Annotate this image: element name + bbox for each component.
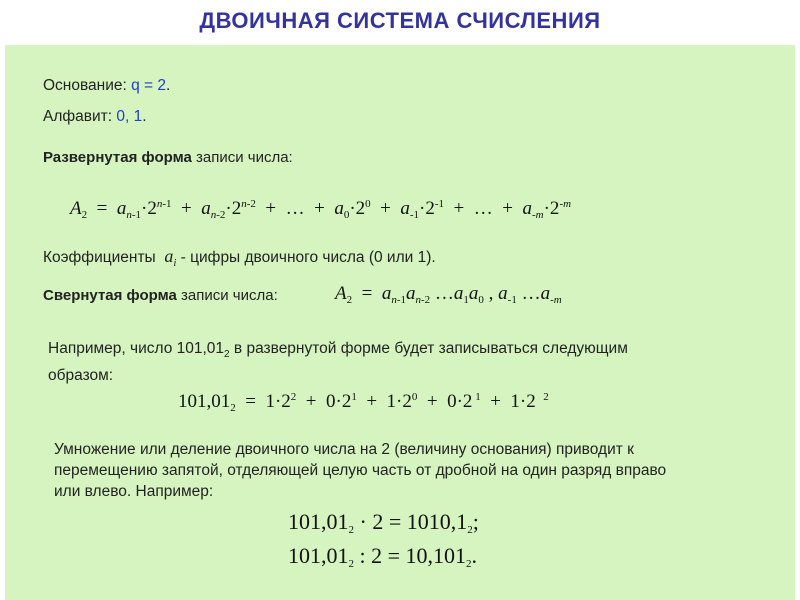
multiply-text: Умножение или деление двоичного числа на 2 (величину основания) приводит к перемещению запятой, отделяющей целую часть от дробной на один разряд вправо или влево. Например: <box>54 441 667 500</box>
example-formula: $101,01_2 = 1\cdot 2^2 + 0\cdot 2^1 + 1\cdot 2^0 + 0\cdot 2$ $^1$ + 1·2 $^2$ <box>178 391 549 414</box>
page-title: ДВОИЧНАЯ СИСТЕМА СЧИСЛЕНИЯ <box>199 8 601 33</box>
divide-formula: $101,01_2$ : $2 = 10,101_2$. <box>288 543 478 570</box>
collapsed-formula: $A_2 = a_{n-1}a_{n-2}$ $\dots a_1a_0$ , $a_{-1}$ $\dots a_{-m}$ <box>335 283 562 306</box>
base-line: Основание: q = 2. <box>43 77 171 94</box>
multiply-formula: $101,01_2 \cdot 2 = 1010,1_2$; <box>288 509 479 536</box>
collapsed-form-label: Свернутая форма записи числа: <box>43 287 278 304</box>
expanded-formula: $A_2 = a_{n-1}\cdot 2^{n-1} + a_{n-2}\cdot 2^{n-2}$ + … + $a_0\cdot 2^0 + a_{-1}\cdot 2^{-1}$ + … + $a_{-m}\cdot 2^{-m}$ <box>70 198 572 221</box>
expanded-form-label: Развернутая форма записи числа: <box>43 149 293 166</box>
coefficients-line: Коэффициенты $a_i$ - цифры двоичного числа (0 или 1). <box>43 246 436 269</box>
example-text: Например, число $101,01_2$ в развернутой форме будет записываться следующим образом: <box>48 340 628 384</box>
alphabet-value: 0, 1 <box>116 108 143 125</box>
base-value: q = 2 <box>131 77 167 94</box>
alphabet-line: Алфавит: 0, 1. <box>43 108 147 125</box>
